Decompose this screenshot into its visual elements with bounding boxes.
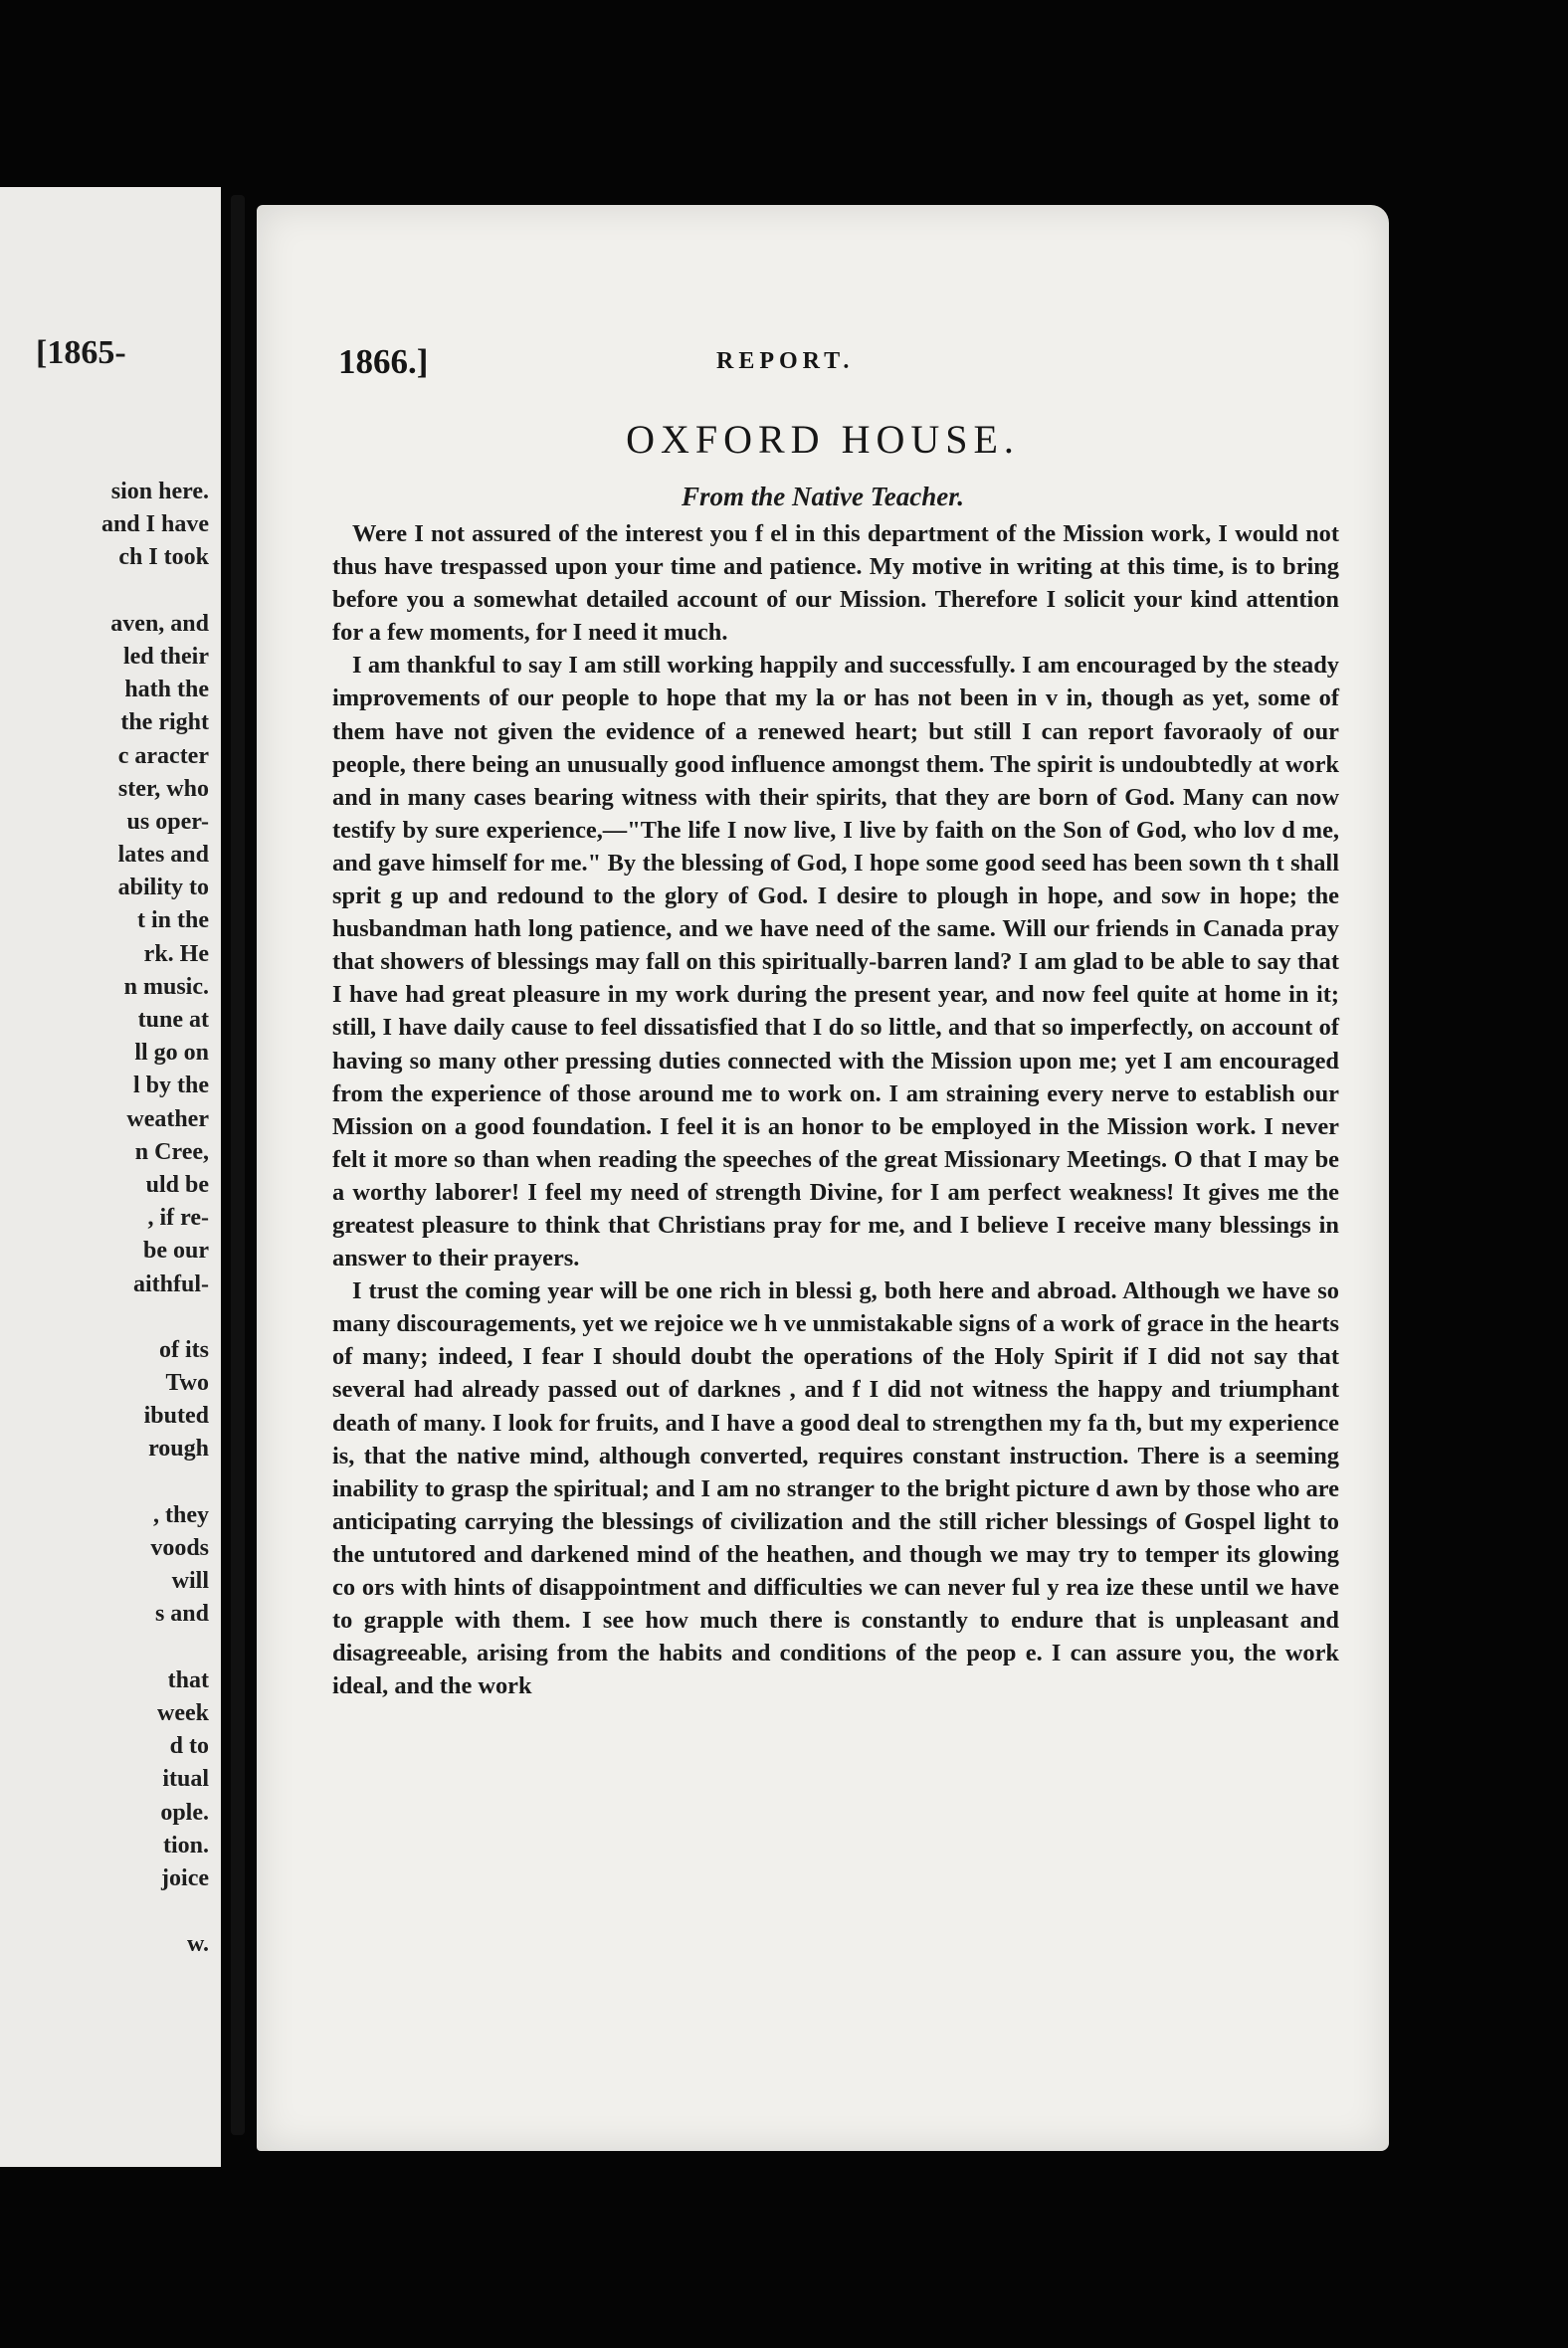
facing-page-line: and I have bbox=[100, 511, 209, 538]
facing-page-line: ll go on bbox=[134, 1040, 209, 1067]
facing-page-line bbox=[0, 1301, 221, 1334]
facing-page-line: uld be bbox=[145, 1171, 209, 1198]
facing-page-line bbox=[0, 1895, 221, 1928]
facing-page-line: tune at bbox=[137, 1007, 209, 1033]
facing-page-fragment bbox=[0, 187, 221, 2167]
facing-page-line: ople. bbox=[160, 1799, 209, 1826]
facing-page-line: tion. bbox=[162, 1832, 209, 1859]
facing-page-line: s and bbox=[154, 1601, 209, 1628]
facing-page-line: rk. He bbox=[143, 940, 209, 967]
facing-page-line: ch I took bbox=[118, 544, 209, 571]
facing-page-line: Two bbox=[165, 1370, 209, 1397]
section-subtitle: From the Native Teacher. bbox=[682, 482, 964, 511]
facing-page-line: weather bbox=[126, 1105, 209, 1132]
facing-page-line: voods bbox=[150, 1535, 209, 1561]
facing-page-line: , if re- bbox=[147, 1205, 209, 1232]
facing-page-line: of its bbox=[159, 1336, 209, 1363]
section-title: OXFORD HOUSE. bbox=[626, 417, 1020, 462]
facing-page-line: itual bbox=[162, 1766, 209, 1793]
facing-page-line: ster, who bbox=[117, 775, 209, 802]
facing-page-text-lines bbox=[0, 476, 221, 1961]
facing-page-line bbox=[0, 1632, 221, 1664]
facing-page-line: d to bbox=[169, 1733, 209, 1760]
facing-page-line: rough bbox=[148, 1436, 209, 1463]
facing-page-line: n music. bbox=[123, 973, 209, 1000]
facing-page-line: will bbox=[171, 1568, 209, 1595]
facing-page-line: ibuted bbox=[143, 1403, 209, 1430]
facing-page-line: week bbox=[157, 1699, 209, 1726]
paragraph: I am thankful to say I am still working happily and successfully. I am encouraged by the steady improvements of our people to hope that my la or has not been in v in, though as yet, some of them have not given the evidence of a renewed heart; but still I can report favoraoly of our people, there being an unusually good influence amongst them. The spirit is undoubtedly at work and in many cases bearing witness with their spirits, that they are born of God. Many can now testify by sure experience,—"The life I now live, I live by faith on the Son of God, who lov d me, and gave himself for me." By the blessing of God, I hope some good seed has been sown th t shall sprit g up and redound to the glory of God. I desire to plough in hope, and sow in hope; the husbandman hath long patience, and we have need of the same. Will our friends in Canada pray that showers of blessings may fall on this spiritually-barren land? I am glad to be able to say that I have had great pleasure in my work during the present year, and now feel quite at home in it; still, I have daily cause to feel dissatisfied that I do so little, and that so imperfectly, on account of having so many other pressing duties connected with the Mission upon me; yet I am encouraged from the experience of those around me to work on. I am straining every nerve to establish our Mission on a good foundation. I feel it is an honor to be employed in the Mission work. I never felt it more so than when reading the speeches of the great Missionary Meetings. O that I may be a worthy laborer! I feel my need of strength Divine, for I am perfect weakness! It gives me the greatest pleasure to think that Christians pray for me, and I believe I receive many blessings in answer to their prayers. bbox=[332, 652, 1339, 1272]
paragraph: Were I not assured of the interest you f el in this department of the Mission work, I would not thus have trespassed upon your time and patience. My motive in writing at this time, is to bring before you a somewhat detailed account of our Mission. Therefore I solicit your kind attention for a few moments, for I need it much. bbox=[332, 520, 1339, 647]
running-head bbox=[338, 342, 1234, 392]
facing-page-line: aithful- bbox=[132, 1271, 209, 1297]
facing-page-line: aven, and bbox=[110, 610, 209, 637]
facing-page-line: c aracter bbox=[117, 742, 209, 769]
facing-page-line: lates and bbox=[117, 842, 209, 869]
facing-page-line: w. bbox=[186, 1931, 209, 1958]
facing-page-line bbox=[0, 1467, 221, 1499]
facing-page-line: be our bbox=[143, 1238, 209, 1265]
facing-page-line: n Cree, bbox=[134, 1138, 209, 1165]
facing-page-line: us oper- bbox=[126, 808, 209, 835]
facing-page-line: l by the bbox=[132, 1073, 209, 1099]
facing-page-line: hath the bbox=[124, 677, 209, 703]
facing-page-running-head: [1865- bbox=[36, 334, 126, 371]
body-text bbox=[332, 517, 1339, 1702]
main-page bbox=[257, 205, 1389, 2151]
facing-page-line: t in the bbox=[137, 907, 209, 934]
facing-page-line: sion here. bbox=[110, 479, 209, 504]
page-year: 1866.] bbox=[338, 342, 429, 381]
facing-page-line: led their bbox=[123, 643, 209, 670]
facing-page-line: that bbox=[167, 1666, 209, 1693]
facing-page-line: the right bbox=[120, 709, 209, 736]
page-gutter bbox=[231, 195, 245, 2135]
facing-page-line bbox=[0, 575, 221, 608]
facing-page-line: , they bbox=[153, 1501, 209, 1528]
paragraph: I trust the coming year will be one rich in blessi g, both here and abroad. Although we have so many discouragements, yet we rejoice we h ve unmistakable signs of a work of grace in the hearts of many; indeed, I fear I should doubt the operations of the Holy Spirit if I did not say that several had already passed out of darknes , and f I did not witness the happy and triumphant death of many. I look for fruits, and I have a good deal to strengthen my fa th, but my experience is, that the native mind, although converted, requires constant instruction. There is a seeming inability to grasp the spiritual; and I am no stranger to the bright picture d awn by those who are anticipating carrying the blessings of civilization and the still richer blessings of Gospel light to the untutored and darkened mind of the heathen, and though we may try to temper its glowing co ors with hints of disappointment and difficulties we can never ful y rea ize these until we have to grapple with them. I see how much there is constantly to endure that is unpleasant and disagreeable, arising from the habits and conditions of the peop e. I can assure you, the work ideal, and the work bbox=[332, 1277, 1339, 1700]
running-head-title: REPORT. bbox=[716, 348, 855, 374]
facing-page-line: ability to bbox=[117, 875, 209, 901]
facing-page-line: joice bbox=[161, 1864, 209, 1891]
